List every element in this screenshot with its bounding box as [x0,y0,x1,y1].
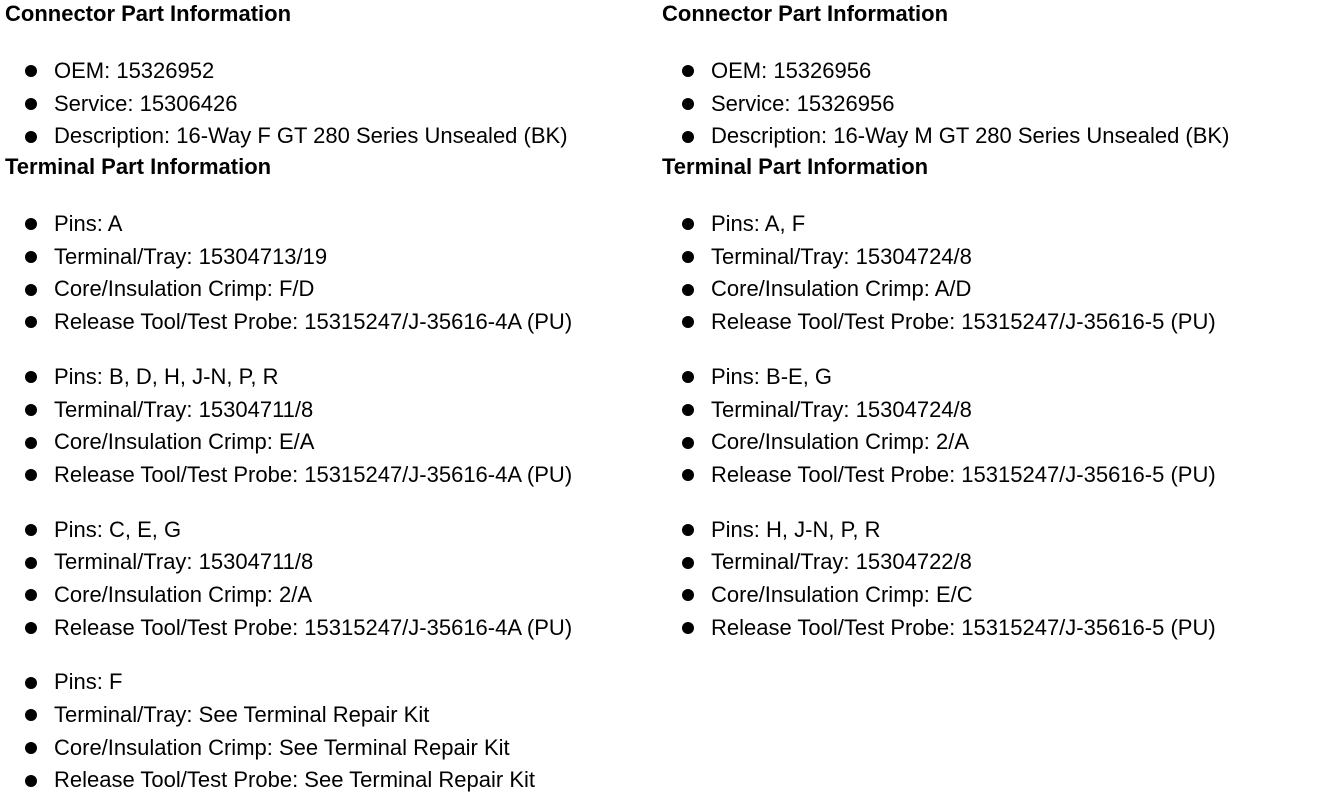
list-item: Release Tool/Test Probe: 15315247/J-35616-5 (PU) [662,612,1322,645]
terminal-group-right-3 [662,514,1322,645]
list-item: Terminal/Tray: 15304724/8 [662,241,1322,274]
list-item: Core/Insulation Crimp: A/D [662,273,1322,306]
list-item: OEM: 15326952 [5,55,655,88]
list-item: Description: 16-Way M GT 280 Series Unsealed (BK) [662,120,1322,153]
list-item: Core/Insulation Crimp: E/C [662,579,1322,612]
list-item: Core/Insulation Crimp: F/D [5,273,655,306]
list-item: Core/Insulation Crimp: 2/A [662,426,1322,459]
list-item: Release Tool/Test Probe: See Terminal Repair Kit [5,764,655,797]
list-item: Release Tool/Test Probe: 15315247/J-35616-4A (PU) [5,306,655,339]
list-item: Description: 16-Way F GT 280 Series Unsealed (BK) [5,120,655,153]
list-item: Pins: H, J-N, P, R [662,514,1322,547]
list-item: Terminal/Tray: See Terminal Repair Kit [5,699,655,732]
terminal-group-left-2 [5,361,655,492]
list-item: Terminal/Tray: 15304724/8 [662,394,1322,427]
list-item: Pins: B-E, G [662,361,1322,394]
terminal-group-left-3 [5,514,655,645]
list-item: Core/Insulation Crimp: See Terminal Repair Kit [5,732,655,765]
list-item: Pins: A [5,208,655,241]
list-item: OEM: 15326956 [662,55,1322,88]
list-item: Terminal/Tray: 15304711/8 [5,394,655,427]
list-item: Terminal/Tray: 15304722/8 [662,546,1322,579]
connector-info-list-right [662,55,1322,153]
list-item: Pins: B, D, H, J-N, P, R [5,361,655,394]
list-item: Core/Insulation Crimp: E/A [5,426,655,459]
connector-heading-left: Connector Part Information [5,1,292,26]
terminal-heading-right: Terminal Part Information [662,154,929,180]
left-column [5,0,655,797]
list-item: Release Tool/Test Probe: 15315247/J-35616-4A (PU) [5,612,655,645]
terminal-group-left-4 [5,666,655,797]
terminal-group-right-1 [662,208,1322,339]
list-item: Release Tool/Test Probe: 15315247/J-35616-5 (PU) [662,306,1322,339]
list-item: Service: 15326956 [662,88,1322,121]
list-item: Terminal/Tray: 15304713/19 [5,241,655,274]
terminal-group-left-1 [5,208,655,339]
list-item: Terminal/Tray: 15304711/8 [5,546,655,579]
right-column [662,0,1322,644]
list-item: Service: 15306426 [5,88,655,121]
list-item: Core/Insulation Crimp: 2/A [5,579,655,612]
terminal-heading-left: Terminal Part Information [5,154,272,180]
list-item: Pins: F [5,666,655,699]
connector-info-list-left [5,55,655,153]
list-item: Release Tool/Test Probe: 15315247/J-35616-4A (PU) [5,459,655,492]
list-item: Release Tool/Test Probe: 15315247/J-35616-5 (PU) [662,459,1322,492]
terminal-group-right-2 [662,361,1322,492]
list-item: Pins: C, E, G [5,514,655,547]
connector-heading-right: Connector Part Information [662,1,949,26]
list-item: Pins: A, F [662,208,1322,241]
